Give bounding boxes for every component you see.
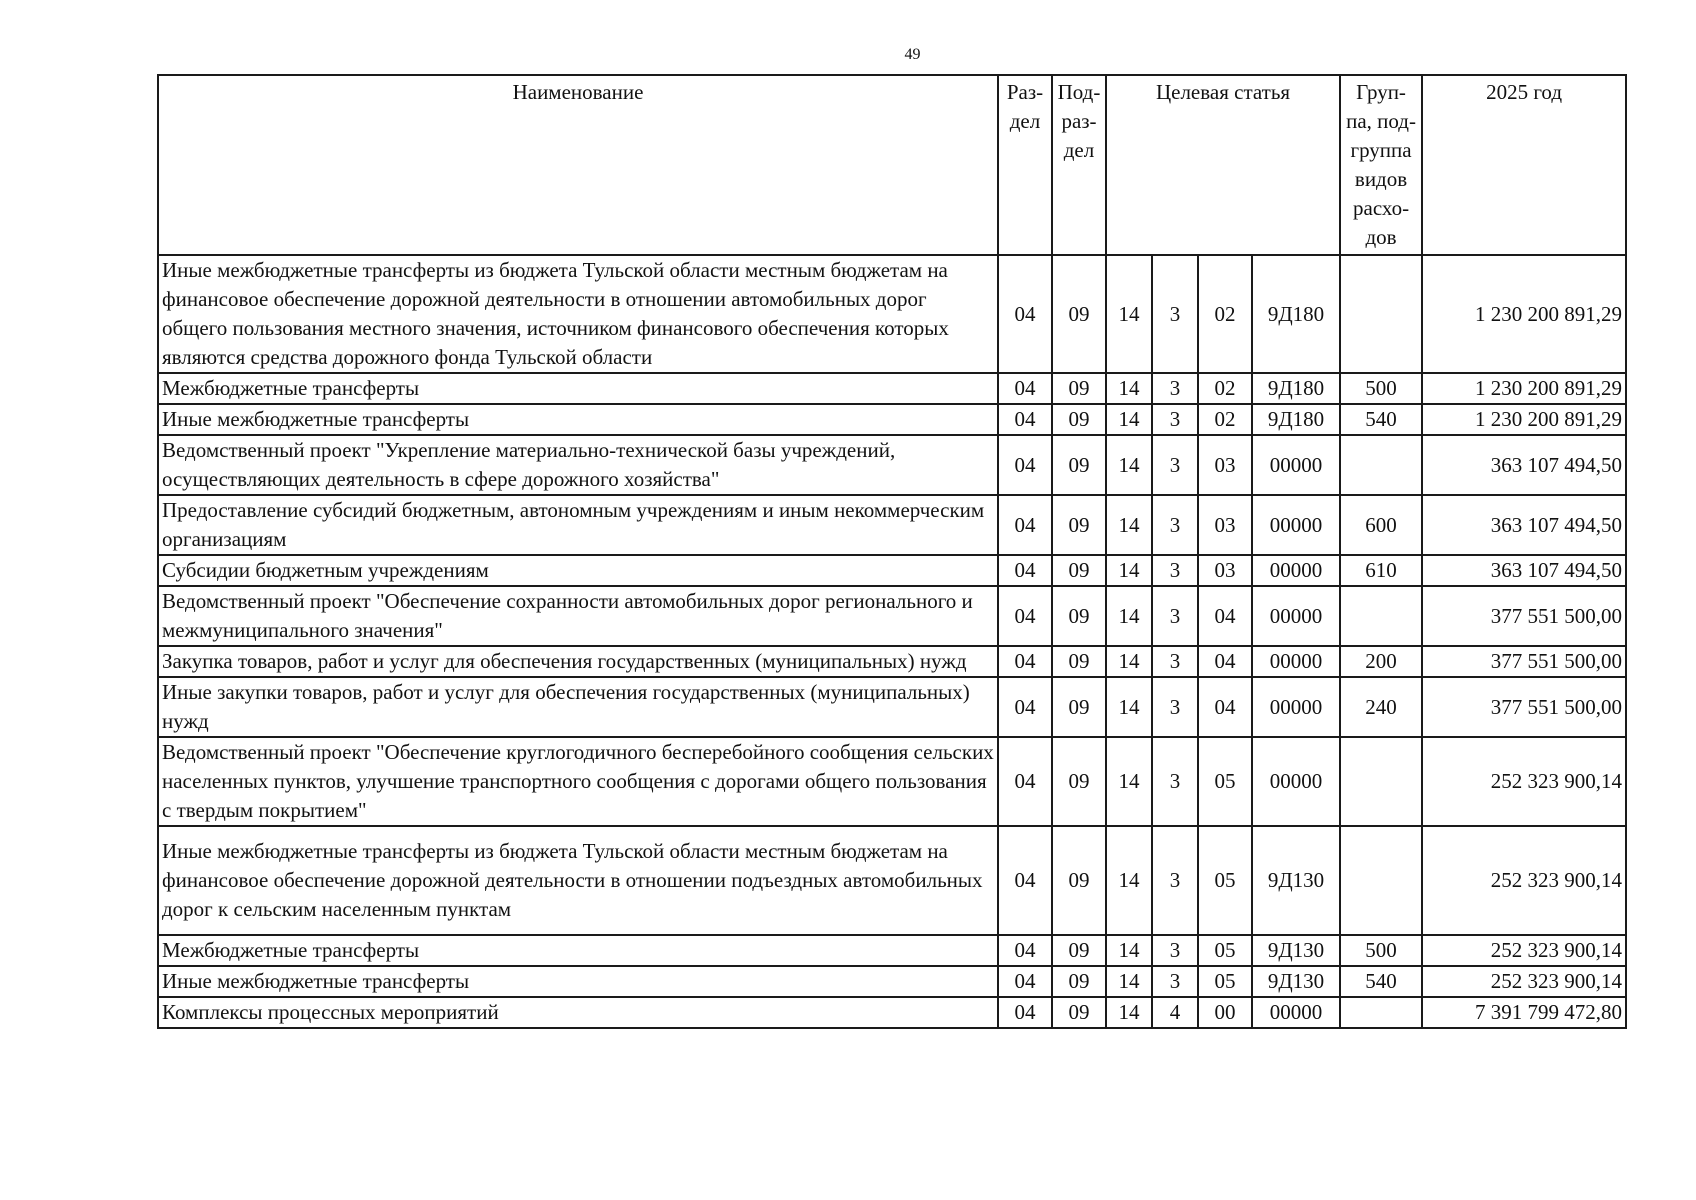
row-amount: 1 230 200 891,29 xyxy=(1422,404,1626,435)
row-name: Субсидии бюджетным учреждениям xyxy=(158,555,998,586)
row-target-article-subprogram: 03 xyxy=(1198,435,1252,495)
row-target-article-type: 3 xyxy=(1152,966,1198,997)
header-section: Раз- дел xyxy=(998,75,1052,255)
row-target-article-program: 14 xyxy=(1106,255,1152,373)
row-target-article-program: 14 xyxy=(1106,373,1152,404)
row-section: 04 xyxy=(998,966,1052,997)
row-subsection: 09 xyxy=(1052,826,1106,935)
row-amount: 377 551 500,00 xyxy=(1422,646,1626,677)
row-amount: 252 323 900,14 xyxy=(1422,966,1626,997)
row-target-article-direction: 9Д130 xyxy=(1252,966,1340,997)
row-expense-group: 610 xyxy=(1340,555,1422,586)
row-expense-group xyxy=(1340,586,1422,646)
row-target-article-direction: 9Д130 xyxy=(1252,826,1340,935)
row-target-article-type: 3 xyxy=(1152,435,1198,495)
budget-table xyxy=(157,74,1627,1029)
row-target-article-program: 14 xyxy=(1106,966,1152,997)
row-expense-group: 500 xyxy=(1340,935,1422,966)
row-name: Ведомственный проект "Обеспечение круглогодичного бесперебойного сообщения сельских населенных пунктов, улучшение транспортного сообщения с дорогами общего пользования с твердым покрытием" xyxy=(158,737,998,826)
row-section: 04 xyxy=(998,826,1052,935)
row-amount: 377 551 500,00 xyxy=(1422,586,1626,646)
row-target-article-direction: 00000 xyxy=(1252,737,1340,826)
row-target-article-subprogram: 05 xyxy=(1198,826,1252,935)
table-body xyxy=(158,255,1626,1028)
row-name: Межбюджетные трансферты xyxy=(158,935,998,966)
row-amount: 363 107 494,50 xyxy=(1422,435,1626,495)
row-target-article-program: 14 xyxy=(1106,677,1152,737)
row-target-article-direction: 9Д130 xyxy=(1252,935,1340,966)
row-section: 04 xyxy=(998,997,1052,1028)
row-expense-group: 500 xyxy=(1340,373,1422,404)
row-subsection: 09 xyxy=(1052,555,1106,586)
table-row xyxy=(158,826,1626,935)
row-name: Межбюджетные трансферты xyxy=(158,373,998,404)
page-number: 49 xyxy=(904,46,921,63)
row-target-article-subprogram: 02 xyxy=(1198,373,1252,404)
table-row xyxy=(158,966,1626,997)
row-subsection: 09 xyxy=(1052,435,1106,495)
row-expense-group xyxy=(1340,826,1422,935)
header-subsection: Под- раз- дел xyxy=(1052,75,1106,255)
row-expense-group: 600 xyxy=(1340,495,1422,555)
row-amount: 377 551 500,00 xyxy=(1422,677,1626,737)
row-target-article-subprogram: 03 xyxy=(1198,555,1252,586)
table-row xyxy=(158,404,1626,435)
table-row xyxy=(158,935,1626,966)
row-target-article-subprogram: 05 xyxy=(1198,966,1252,997)
row-target-article-direction: 00000 xyxy=(1252,586,1340,646)
header-name: Наименование xyxy=(158,75,998,255)
row-amount: 1 230 200 891,29 xyxy=(1422,255,1626,373)
row-target-article-program: 14 xyxy=(1106,404,1152,435)
table-row xyxy=(158,255,1626,373)
row-target-article-type: 3 xyxy=(1152,373,1198,404)
table-header-row xyxy=(158,75,1626,255)
table-row xyxy=(158,495,1626,555)
row-target-article-program: 14 xyxy=(1106,737,1152,826)
row-amount: 363 107 494,50 xyxy=(1422,495,1626,555)
row-expense-group: 540 xyxy=(1340,404,1422,435)
row-name: Иные межбюджетные трансферты xyxy=(158,966,998,997)
row-subsection: 09 xyxy=(1052,495,1106,555)
table-row xyxy=(158,555,1626,586)
row-subsection: 09 xyxy=(1052,373,1106,404)
table-row xyxy=(158,646,1626,677)
table-row xyxy=(158,586,1626,646)
row-name: Закупка товаров, работ и услуг для обеспечения государственных (муниципальных) нужд xyxy=(158,646,998,677)
row-amount: 1 230 200 891,29 xyxy=(1422,373,1626,404)
row-section: 04 xyxy=(998,737,1052,826)
row-name: Иные межбюджетные трансферты из бюджета Тульской области местным бюджетам на финансовое обеспечение дорожной деятельности в отношении подъездных автомобильных дорог к сельским населенным пунктам xyxy=(158,826,998,935)
row-target-article-direction: 00000 xyxy=(1252,646,1340,677)
row-target-article-type: 3 xyxy=(1152,677,1198,737)
row-target-article-direction: 9Д180 xyxy=(1252,404,1340,435)
row-section: 04 xyxy=(998,435,1052,495)
row-target-article-subprogram: 02 xyxy=(1198,255,1252,373)
row-target-article-type: 3 xyxy=(1152,495,1198,555)
row-subsection: 09 xyxy=(1052,586,1106,646)
row-name: Ведомственный проект "Обеспечение сохранности автомобильных дорог регионального и межмуниципального значения" xyxy=(158,586,998,646)
row-expense-group xyxy=(1340,255,1422,373)
row-section: 04 xyxy=(998,555,1052,586)
row-target-article-subprogram: 04 xyxy=(1198,677,1252,737)
row-name: Иные межбюджетные трансферты из бюджета Тульской области местным бюджетам на финансовое обеспечение дорожной деятельности в отношении автомобильных дорог общего пользования местного значения, источником финансового обеспечения которых являются средства дорожного фонда Тульской области xyxy=(158,255,998,373)
row-target-article-subprogram: 02 xyxy=(1198,404,1252,435)
row-target-article-subprogram: 00 xyxy=(1198,997,1252,1028)
row-target-article-subprogram: 04 xyxy=(1198,586,1252,646)
row-target-article-subprogram: 03 xyxy=(1198,495,1252,555)
row-target-article-direction: 9Д180 xyxy=(1252,373,1340,404)
row-name: Иные межбюджетные трансферты xyxy=(158,404,998,435)
row-section: 04 xyxy=(998,586,1052,646)
row-target-article-program: 14 xyxy=(1106,646,1152,677)
row-section: 04 xyxy=(998,495,1052,555)
row-expense-group: 240 xyxy=(1340,677,1422,737)
row-amount: 363 107 494,50 xyxy=(1422,555,1626,586)
table-row xyxy=(158,435,1626,495)
row-amount: 252 323 900,14 xyxy=(1422,826,1626,935)
table-row xyxy=(158,997,1626,1028)
row-target-article-program: 14 xyxy=(1106,555,1152,586)
row-name: Комплексы процессных мероприятий xyxy=(158,997,998,1028)
row-name: Ведомственный проект "Укрепление материально-технической базы учреждений, осуществляющих деятельность в сфере дорожного хозяйства" xyxy=(158,435,998,495)
row-subsection: 09 xyxy=(1052,966,1106,997)
row-target-article-program: 14 xyxy=(1106,826,1152,935)
row-subsection: 09 xyxy=(1052,997,1106,1028)
header-expense-group: Груп- па, под- группа видов расхо- дов xyxy=(1340,75,1422,255)
row-amount: 252 323 900,14 xyxy=(1422,935,1626,966)
row-subsection: 09 xyxy=(1052,677,1106,737)
row-target-article-type: 3 xyxy=(1152,737,1198,826)
row-name: Предоставление субсидий бюджетным, автономным учреждениям и иным некоммерческим организациям xyxy=(158,495,998,555)
row-expense-group: 200 xyxy=(1340,646,1422,677)
row-section: 04 xyxy=(998,677,1052,737)
table-row xyxy=(158,373,1626,404)
row-subsection: 09 xyxy=(1052,935,1106,966)
row-section: 04 xyxy=(998,935,1052,966)
row-target-article-type: 3 xyxy=(1152,404,1198,435)
row-target-article-direction: 9Д180 xyxy=(1252,255,1340,373)
row-target-article-program: 14 xyxy=(1106,935,1152,966)
row-target-article-type: 3 xyxy=(1152,935,1198,966)
table-row xyxy=(158,737,1626,826)
header-year: 2025 год xyxy=(1422,75,1626,255)
row-target-article-program: 14 xyxy=(1106,586,1152,646)
row-amount: 7 391 799 472,80 xyxy=(1422,997,1626,1028)
row-target-article-subprogram: 04 xyxy=(1198,646,1252,677)
row-target-article-program: 14 xyxy=(1106,435,1152,495)
row-expense-group xyxy=(1340,435,1422,495)
row-target-article-type: 3 xyxy=(1152,555,1198,586)
row-subsection: 09 xyxy=(1052,404,1106,435)
row-section: 04 xyxy=(998,404,1052,435)
row-subsection: 09 xyxy=(1052,255,1106,373)
row-name: Иные закупки товаров, работ и услуг для обеспечения государственных (муниципальных) нужд xyxy=(158,677,998,737)
row-target-article-type: 4 xyxy=(1152,997,1198,1028)
row-section: 04 xyxy=(998,255,1052,373)
row-target-article-direction: 00000 xyxy=(1252,555,1340,586)
row-target-article-type: 3 xyxy=(1152,646,1198,677)
row-section: 04 xyxy=(998,373,1052,404)
row-subsection: 09 xyxy=(1052,646,1106,677)
row-amount: 252 323 900,14 xyxy=(1422,737,1626,826)
row-target-article-direction: 00000 xyxy=(1252,495,1340,555)
row-section: 04 xyxy=(998,646,1052,677)
row-target-article-subprogram: 05 xyxy=(1198,935,1252,966)
table-row xyxy=(158,677,1626,737)
row-target-article-type: 3 xyxy=(1152,255,1198,373)
row-target-article-direction: 00000 xyxy=(1252,997,1340,1028)
row-expense-group: 540 xyxy=(1340,966,1422,997)
row-target-article-subprogram: 05 xyxy=(1198,737,1252,826)
row-target-article-program: 14 xyxy=(1106,495,1152,555)
row-target-article-type: 3 xyxy=(1152,826,1198,935)
row-target-article-direction: 00000 xyxy=(1252,677,1340,737)
row-target-article-program: 14 xyxy=(1106,997,1152,1028)
row-expense-group xyxy=(1340,737,1422,826)
row-target-article-direction: 00000 xyxy=(1252,435,1340,495)
row-subsection: 09 xyxy=(1052,737,1106,826)
header-target-article: Целевая статья xyxy=(1106,75,1340,255)
row-target-article-type: 3 xyxy=(1152,586,1198,646)
row-expense-group xyxy=(1340,997,1422,1028)
